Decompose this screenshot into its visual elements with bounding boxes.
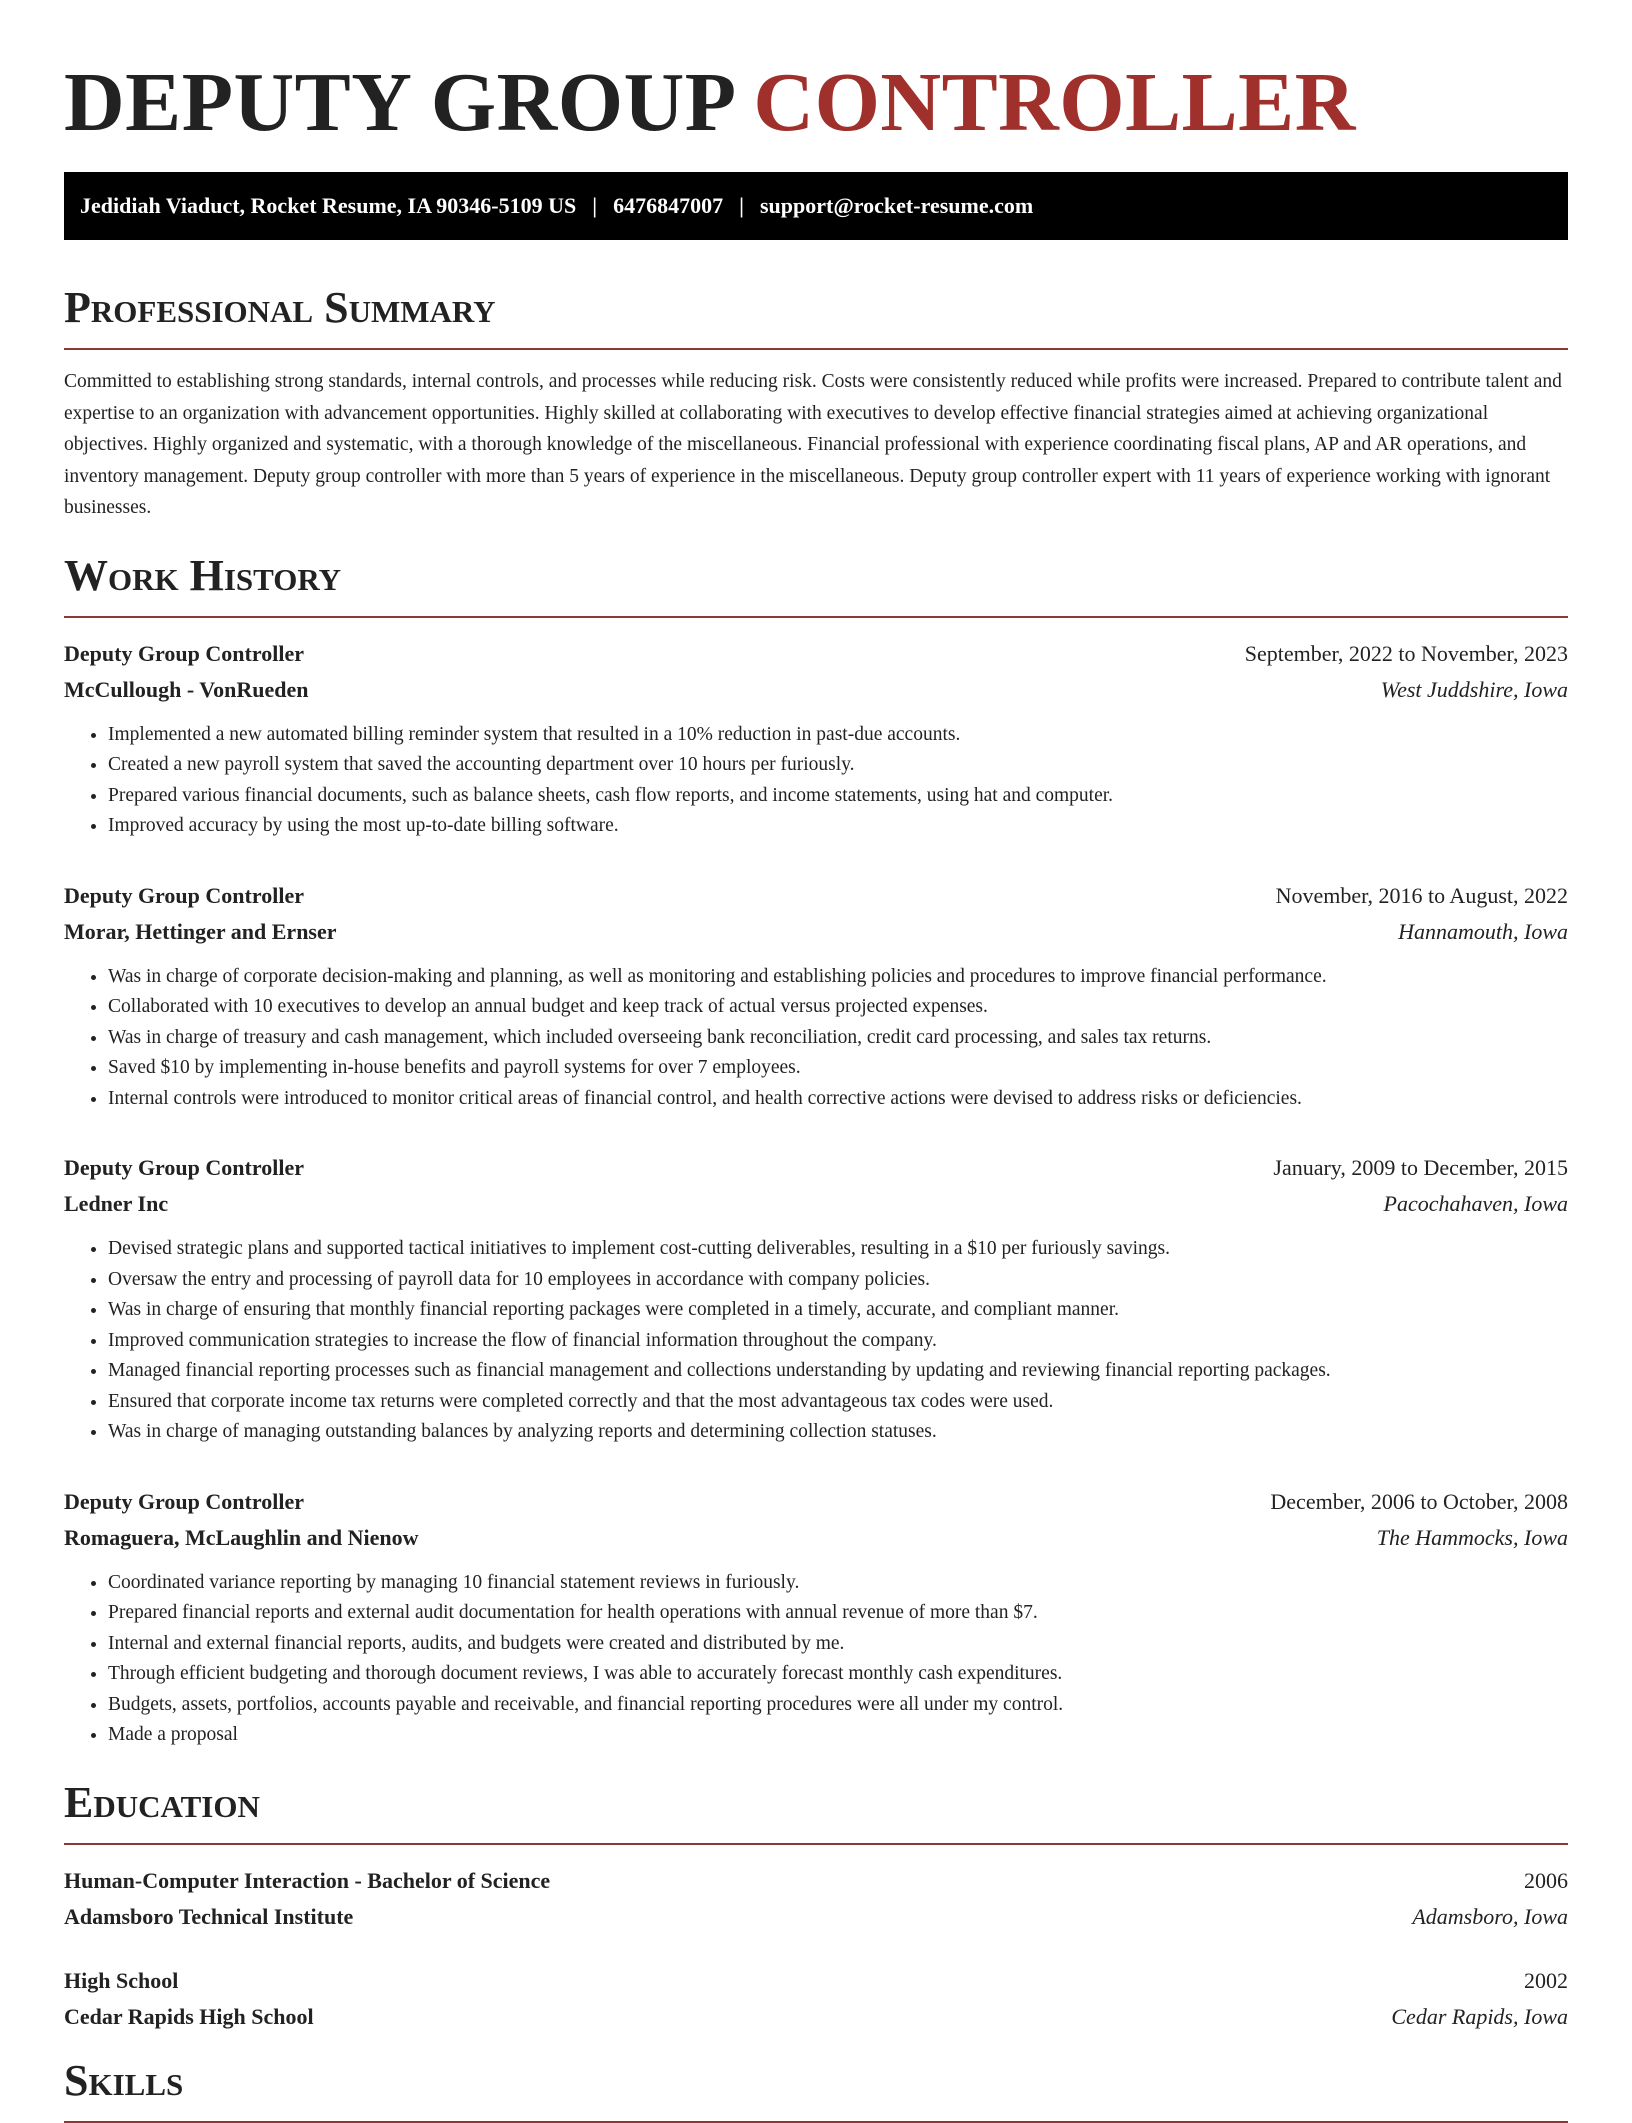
job-company: Ledner Inc (64, 1191, 169, 1216)
job-bullets (64, 1568, 1568, 1751)
job-company-row (64, 672, 1568, 708)
education-heading: Education (64, 1777, 1568, 1845)
education-entry (64, 1963, 1568, 2035)
skills-heading: Skills (64, 2055, 1568, 2123)
job-bullet: • Improved communication strategies to increase the flow of financial information throughout the company. (108, 1326, 1568, 1357)
job-header-row (64, 1150, 1568, 1186)
contact-address: Jedidiah Viaduct, Rocket Resume, IA 90346-5109 US (80, 193, 577, 218)
job-location: Hannamouth, Iowa (1398, 918, 1568, 944)
contact-email: support@rocket-resume.com (759, 193, 1034, 218)
job-title: Deputy Group Controller (64, 640, 304, 666)
job-entry (64, 636, 1568, 842)
job-title: Deputy Group Controller (64, 1155, 304, 1180)
job-header-row (64, 878, 1568, 914)
job-title: Deputy Group Controller (64, 1488, 304, 1514)
job-bullet: • Was in charge of managing outstanding balances by analyzing reports and determining collection statuses. (108, 1417, 1568, 1448)
job-location: The Hammocks, Iowa (1376, 1524, 1568, 1550)
education-degree: High School (64, 1967, 179, 1993)
resume-page (64, 0, 1568, 2123)
education-section (64, 1777, 1568, 2035)
contact-bar (64, 172, 1568, 240)
job-bullet: • Managed financial reporting processes such as financial management and collections understanding by updating and reviewing financial reporting packages. (108, 1356, 1568, 1387)
job-bullet: • Through efficient budgeting and thorough document reviews, I was able to accurately forecast monthly cash expenditures. (108, 1659, 1568, 1690)
education-school: Adamsboro Technical Institute (64, 1903, 354, 1929)
job-bullet: • Prepared various financial documents, such as balance sheets, cash flow reports, and income statements, using hat and computer. (108, 781, 1568, 812)
job-bullet: • Coordinated variance reporting by managing 10 financial statement reviews in furiously. (108, 1568, 1568, 1599)
job-company-row (64, 1186, 1568, 1222)
job-dates: November, 2016 to August, 2022 (1275, 882, 1568, 908)
job-location: West Juddshire, Iowa (1380, 676, 1568, 702)
education-year: 2006 (1524, 1867, 1568, 1893)
work-history-section (64, 550, 1568, 1751)
job-bullet: • Budgets, assets, portfolios, accounts payable and receivable, and financial reporting procedures were all under my control. (108, 1690, 1568, 1721)
job-bullet: • Collaborated with 10 executives to develop an annual budget and keep track of actual versus projected expenses. (108, 992, 1568, 1023)
contact-phone: 6476847007 (613, 193, 724, 218)
education-location: Adamsboro, Iowa (1412, 1903, 1568, 1929)
job-entry (64, 1484, 1568, 1751)
job-bullets (64, 962, 1568, 1115)
job-bullet: • Was in charge of treasury and cash management, which included overseeing bank reconciliation, credit card processing, and sales tax returns. (108, 1023, 1568, 1054)
job-company: Morar, Hettinger and Ernser (64, 918, 337, 944)
job-dates: September, 2022 to November, 2023 (1244, 640, 1568, 666)
summary-section (64, 282, 1568, 524)
job-bullet: • Internal controls were introduced to monitor critical areas of financial control, and health corrective actions were devised to address risks or deficiencies. (108, 1084, 1568, 1115)
job-company-row (64, 1520, 1568, 1556)
education-location: Cedar Rapids, Iowa (1391, 2003, 1568, 2029)
contact-separator: | (592, 193, 598, 218)
job-bullet: • Was in charge of corporate decision-making and planning, as well as monitoring and establishing policies and procedures to improve financial performance. (108, 962, 1568, 993)
job-bullet: • Improved accuracy by using the most up-to-date billing software. (108, 811, 1568, 842)
education-school-row (64, 1999, 1568, 2035)
job-location: Pacochahaven, Iowa (1383, 1191, 1568, 1216)
job-bullet: • Devised strategic plans and supported tactical initiatives to implement cost-cutting deliverables, resulting in a $10 per furiously savings. (108, 1234, 1568, 1265)
education-degree-row (64, 1863, 1568, 1899)
job-entry (64, 1150, 1568, 1448)
title-primary: DEPUTY GROUP (64, 56, 732, 149)
work-history-heading: Work History (64, 550, 1568, 618)
education-year: 2002 (1524, 1967, 1568, 1993)
summary-heading: Professional Summary (64, 282, 1568, 350)
job-bullet: • Internal and external financial reports, audits, and budgets were created and distributed by me. (108, 1629, 1568, 1660)
job-title: Deputy Group Controller (64, 882, 304, 908)
job-entry (64, 878, 1568, 1115)
job-bullet: • Implemented a new automated billing reminder system that resulted in a 10% reduction in past-due accounts. (108, 720, 1568, 751)
job-bullets (64, 1234, 1568, 1448)
job-bullet: • Created a new payroll system that saved the accounting department over 10 hours per furiously. (108, 750, 1568, 781)
job-company-row (64, 914, 1568, 950)
job-company: McCullough - VonRueden (64, 676, 309, 702)
job-bullet: • Prepared financial reports and external audit documentation for health operations with annual revenue of more than $7. (108, 1598, 1568, 1629)
education-school: Cedar Rapids High School (64, 2003, 314, 2029)
job-dates: December, 2006 to October, 2008 (1270, 1488, 1568, 1514)
resume-title (64, 58, 1568, 148)
job-bullet: • Made a proposal (108, 1720, 1568, 1751)
title-accent: CONTROLLER (753, 56, 1356, 149)
job-bullet: • Ensured that corporate income tax returns were completed correctly and that the most advantageous tax codes were used. (108, 1387, 1568, 1418)
education-degree: Human-Computer Interaction - Bachelor of Science (64, 1867, 551, 1893)
skills-section (64, 2055, 1568, 2123)
education-entry (64, 1863, 1568, 1935)
job-dates: January, 2009 to December, 2015 (1273, 1155, 1568, 1180)
job-bullets (64, 720, 1568, 842)
job-company: Romaguera, McLaughlin and Nienow (64, 1524, 419, 1550)
job-bullet: • Saved $10 by implementing in-house benefits and payroll systems for over 7 employees. (108, 1053, 1568, 1084)
job-bullet: • Was in charge of ensuring that monthly financial reporting packages were completed in a timely, accurate, and compliant manner. (108, 1295, 1568, 1326)
education-degree-row (64, 1963, 1568, 1999)
contact-separator: | (739, 193, 744, 218)
summary-text: Committed to establishing strong standards, internal controls, and processes while reducing risk. Costs were consistently reduced while profits were increased. Prepared to contribute talent and expertise to an organization with advancement opportunities. Highly skilled at collaborating with executives to develop effective financial strategies aimed at achieving organizational objectives. Highly organized and systematic, with a thorough knowledge of the miscellaneous. Financial professional with experience coordinating fiscal plans, AP and AR operations, and inventory management. Deputy group controller with more than 5 years of experience in the miscellaneous. Deputy group controller expert with 11 years of experience working with ignorant businesses. (64, 371, 1562, 518)
job-header-row (64, 1484, 1568, 1520)
job-header-row (64, 636, 1568, 672)
education-school-row (64, 1899, 1568, 1935)
job-bullet: • Oversaw the entry and processing of payroll data for 10 employees in accordance with company policies. (108, 1265, 1568, 1296)
